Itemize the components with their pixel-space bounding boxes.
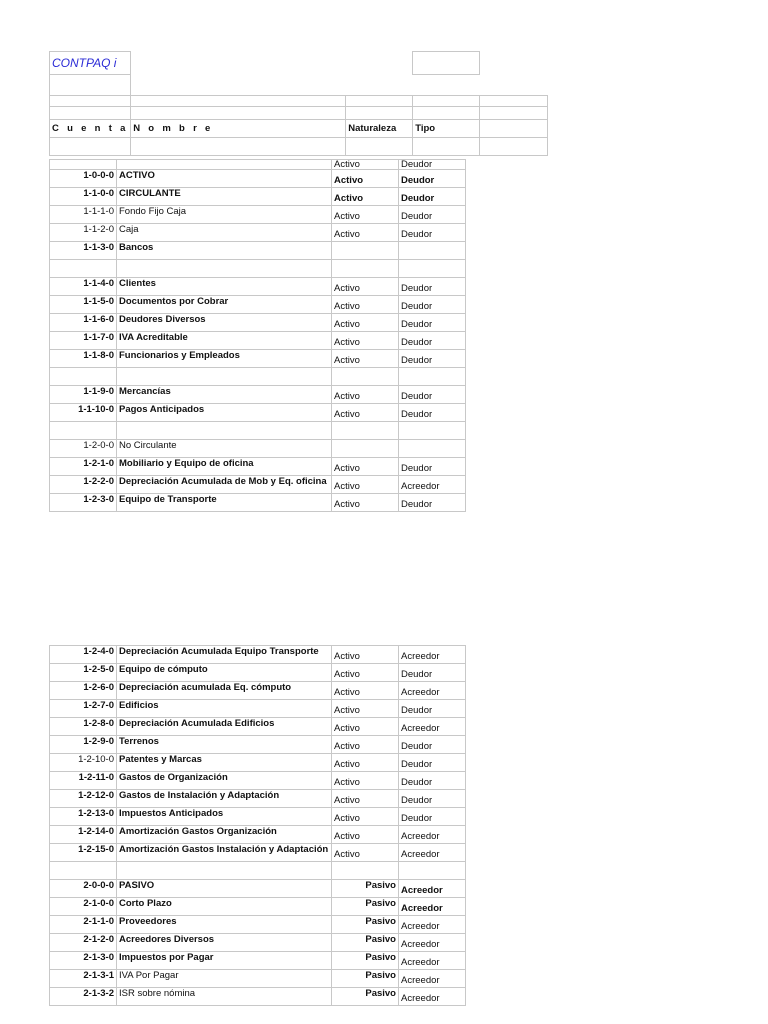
account-row (50, 440, 466, 458)
naturaleza-cell: Activo (332, 404, 399, 422)
account-code: 1-2-8-0 (50, 718, 117, 736)
column-header-cuenta: C u e n t a (50, 120, 131, 138)
naturaleza-cell: Activo (332, 718, 399, 736)
account-code: 1-2-13-0 (50, 808, 117, 826)
account-row (50, 404, 466, 422)
naturaleza-cell: Activo (332, 350, 399, 368)
account-code: 1-2-1-0 (50, 458, 117, 476)
account-row (50, 314, 466, 332)
tipo-cell: Deudor (399, 170, 466, 188)
account-code: 1-1-0-0 (50, 188, 117, 206)
account-code: 1-1-9-0 (50, 386, 117, 404)
account-row (50, 880, 466, 898)
naturaleza-cell: Activo (332, 170, 399, 188)
tipo-cell: Acreedor (399, 826, 466, 844)
naturaleza-cell: Pasivo (332, 988, 399, 1006)
account-row (50, 682, 466, 700)
tipo-cell: Deudor (399, 754, 466, 772)
account-row (50, 296, 466, 314)
account-row (50, 386, 466, 404)
account-row (50, 206, 466, 224)
tipo-cell: Deudor (399, 736, 466, 754)
tipo-cell: Deudor (399, 808, 466, 826)
account-name: Amortización Gastos Organización (117, 826, 332, 844)
account-code: 1-2-12-0 (50, 790, 117, 808)
tipo-cell: Deudor (399, 386, 466, 404)
account-code: 1-2-14-0 (50, 826, 117, 844)
tipo-cell: Deudor (399, 350, 466, 368)
column-header-tipo: Tipo (413, 120, 480, 138)
naturaleza-cell: Activo (332, 826, 399, 844)
account-code: 2-1-1-0 (50, 916, 117, 934)
tipo-cell: Acreedor (399, 880, 466, 898)
account-name: Mercancías (117, 386, 332, 404)
tipo-cell: Acreedor (399, 476, 466, 494)
tipo-cell: Deudor (399, 772, 466, 790)
tipo-cell: Deudor (399, 458, 466, 476)
brand-logo-text: CONTPAQ i (50, 52, 131, 75)
account-row (50, 916, 466, 934)
naturaleza-cell: Activo (332, 700, 399, 718)
account-name: Depreciación Acumulada de Mob y Eq. oficina (117, 476, 332, 494)
naturaleza-cell: Activo (332, 844, 399, 862)
tipo-cell: Deudor (399, 314, 466, 332)
account-code: 2-1-3-1 (50, 970, 117, 988)
account-row (50, 646, 466, 664)
account-row (50, 790, 466, 808)
account-name: Clientes (117, 278, 332, 296)
tipo-cell: Deudor (399, 296, 466, 314)
account-code: 1-1-10-0 (50, 404, 117, 422)
blank-row (50, 368, 466, 386)
account-code: 2-1-2-0 (50, 934, 117, 952)
account-name: Corto Plazo (117, 898, 332, 916)
account-code: 1-1-4-0 (50, 278, 117, 296)
column-header-naturaleza: Naturaleza (346, 120, 413, 138)
account-row (50, 772, 466, 790)
accounts-table-section-2 (49, 645, 466, 1006)
account-name: Depreciación acumulada Eq. cómputo (117, 682, 332, 700)
accounts-table-section-1 (49, 159, 466, 512)
naturaleza-cell: Activo (332, 790, 399, 808)
header-box (413, 52, 480, 75)
naturaleza-cell: Activo (332, 278, 399, 296)
naturaleza-cell: Pasivo (332, 952, 399, 970)
tipo-cell: Acreedor (399, 952, 466, 970)
header-table (49, 51, 548, 156)
account-row (50, 898, 466, 916)
tipo-cell: Deudor (399, 188, 466, 206)
naturaleza-cell: Activo (332, 682, 399, 700)
tipo-cell: Deudor (399, 224, 466, 242)
tipo-cell: Acreedor (399, 970, 466, 988)
blank-row (50, 260, 466, 278)
naturaleza-cell: Activo (332, 332, 399, 350)
account-name: Bancos (117, 242, 332, 260)
naturaleza-cell (332, 440, 399, 458)
account-code: 2-1-0-0 (50, 898, 117, 916)
account-name: CIRCULANTE (117, 188, 332, 206)
account-name: Depreciación Acumulada Edificios (117, 718, 332, 736)
tipo-cell: Deudor (399, 700, 466, 718)
account-name: Proveedores (117, 916, 332, 934)
account-code: 1-0-0-0 (50, 170, 117, 188)
account-name: IVA Por Pagar (117, 970, 332, 988)
account-row (50, 952, 466, 970)
naturaleza-cell: Activo (332, 772, 399, 790)
account-code: 1-2-0-0 (50, 440, 117, 458)
account-code: 1-1-8-0 (50, 350, 117, 368)
account-code: 2-1-3-2 (50, 988, 117, 1006)
account-row (50, 278, 466, 296)
account-code: 1-1-7-0 (50, 332, 117, 350)
naturaleza-cell: Activo (332, 664, 399, 682)
account-row (50, 844, 466, 862)
account-name: Documentos por Cobrar (117, 296, 332, 314)
naturaleza-cell: Pasivo (332, 898, 399, 916)
tipo-cell: Deudor (399, 332, 466, 350)
account-code: 1-2-11-0 (50, 772, 117, 790)
account-row (50, 754, 466, 772)
naturaleza-cell: Activo (332, 224, 399, 242)
naturaleza-cell: Activo (332, 296, 399, 314)
account-row (50, 188, 466, 206)
blank-row (50, 862, 466, 880)
account-code: 1-2-3-0 (50, 494, 117, 512)
account-row (50, 826, 466, 844)
tipo-cell: Acreedor (399, 682, 466, 700)
account-row (50, 736, 466, 754)
naturaleza-cell: Activo (332, 160, 399, 170)
account-name: Mobiliario y Equipo de oficina (117, 458, 332, 476)
account-name: Fondo Fijo Caja (117, 206, 332, 224)
tipo-cell (399, 440, 466, 458)
naturaleza-cell: Activo (332, 476, 399, 494)
account-code: 1-1-2-0 (50, 224, 117, 242)
tipo-cell: Deudor (399, 494, 466, 512)
account-row (50, 970, 466, 988)
naturaleza-cell: Activo (332, 458, 399, 476)
account-name: IVA Acreditable (117, 332, 332, 350)
account-row (50, 700, 466, 718)
account-code: 1-2-5-0 (50, 664, 117, 682)
tipo-cell: Acreedor (399, 718, 466, 736)
account-code: 1-1-5-0 (50, 296, 117, 314)
tipo-cell: Deudor (399, 206, 466, 224)
account-row (50, 242, 466, 260)
account-row (50, 494, 466, 512)
naturaleza-cell: Activo (332, 386, 399, 404)
account-code: 1-1-1-0 (50, 206, 117, 224)
account-code: 1-2-2-0 (50, 476, 117, 494)
naturaleza-cell: Pasivo (332, 934, 399, 952)
account-name: Pagos Anticipados (117, 404, 332, 422)
account-row (50, 170, 466, 188)
naturaleza-cell: Activo (332, 494, 399, 512)
account-name: PASIVO (117, 880, 332, 898)
account-name: Caja (117, 224, 332, 242)
account-name: Impuestos Anticipados (117, 808, 332, 826)
naturaleza-cell: Pasivo (332, 916, 399, 934)
naturaleza-cell: Pasivo (332, 970, 399, 988)
tipo-cell: Deudor (399, 664, 466, 682)
blank-row (50, 422, 466, 440)
account-name: Gastos de Instalación y Adaptación (117, 790, 332, 808)
account-code: 1-2-15-0 (50, 844, 117, 862)
account-row (50, 718, 466, 736)
account-row (50, 458, 466, 476)
account-code: 1-2-9-0 (50, 736, 117, 754)
tipo-cell: Acreedor (399, 988, 466, 1006)
account-row (50, 988, 466, 1006)
naturaleza-cell: Pasivo (332, 880, 399, 898)
account-code: 2-1-3-0 (50, 952, 117, 970)
column-header-nombre: N o m b r e (131, 120, 346, 138)
account-code: 1-2-4-0 (50, 646, 117, 664)
naturaleza-cell: Activo (332, 188, 399, 206)
tipo-cell: Deudor (399, 160, 466, 170)
account-code: 1-2-10-0 (50, 754, 117, 772)
account-row (50, 350, 466, 368)
account-row (50, 808, 466, 826)
account-name: No Circulante (117, 440, 332, 458)
account-code: 1-2-6-0 (50, 682, 117, 700)
account-name: Equipo de cómputo (117, 664, 332, 682)
account-row (50, 664, 466, 682)
tipo-cell: Acreedor (399, 934, 466, 952)
account-name: Patentes y Marcas (117, 754, 332, 772)
account-name: ACTIVO (117, 170, 332, 188)
account-name: Impuestos por Pagar (117, 952, 332, 970)
account-row (50, 934, 466, 952)
account-name: Depreciación Acumulada Equipo Transporte (117, 646, 332, 664)
account-code: 1-2-7-0 (50, 700, 117, 718)
account-name: Equipo de Transporte (117, 494, 332, 512)
tipo-cell: Deudor (399, 790, 466, 808)
account-name: ISR sobre nómina (117, 988, 332, 1006)
account-row (50, 332, 466, 350)
naturaleza-cell (332, 242, 399, 260)
tipo-cell: Deudor (399, 404, 466, 422)
account-code: 1-1-6-0 (50, 314, 117, 332)
account-row (50, 476, 466, 494)
tipo-cell: Acreedor (399, 916, 466, 934)
account-name: Deudores Diversos (117, 314, 332, 332)
naturaleza-cell: Activo (332, 808, 399, 826)
account-code: 1-1-3-0 (50, 242, 117, 260)
tipo-cell (399, 242, 466, 260)
naturaleza-cell: Activo (332, 206, 399, 224)
naturaleza-cell: Activo (332, 754, 399, 772)
tipo-cell: Deudor (399, 278, 466, 296)
account-name: Terrenos (117, 736, 332, 754)
account-name: Gastos de Organización (117, 772, 332, 790)
account-name: Amortización Gastos Instalación y Adaptación (117, 844, 332, 862)
naturaleza-cell: Activo (332, 646, 399, 664)
account-name: Funcionarios y Empleados (117, 350, 332, 368)
tipo-cell: Acreedor (399, 898, 466, 916)
tipo-cell: Acreedor (399, 844, 466, 862)
naturaleza-cell: Activo (332, 314, 399, 332)
naturaleza-cell: Activo (332, 736, 399, 754)
tipo-cell: Acreedor (399, 646, 466, 664)
account-code: 2-0-0-0 (50, 880, 117, 898)
account-name: Edificios (117, 700, 332, 718)
account-row (50, 224, 466, 242)
account-name: Acreedores Diversos (117, 934, 332, 952)
